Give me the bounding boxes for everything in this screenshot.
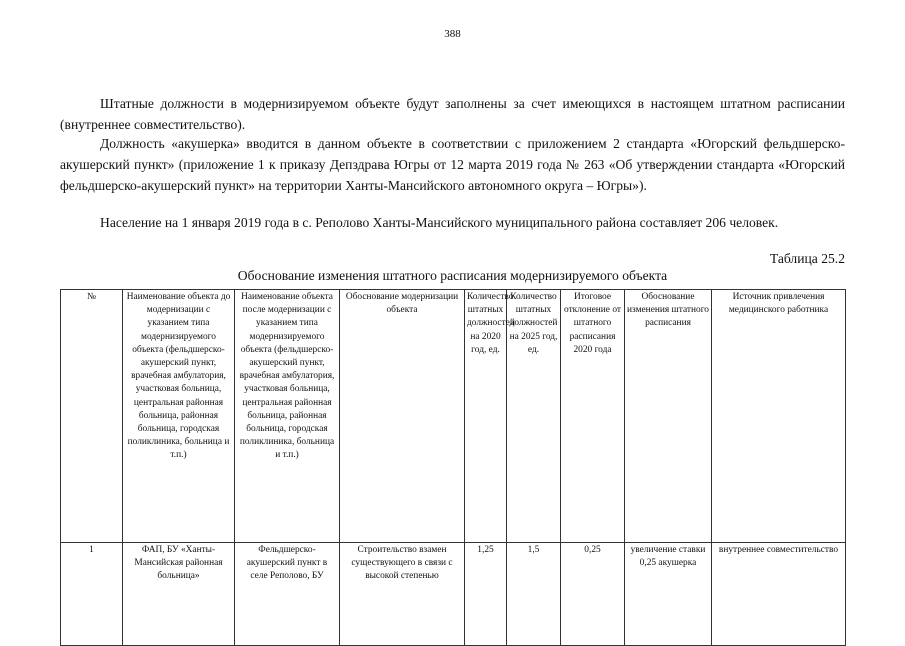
staffing-table [60,289,846,646]
header-object-before: Наименование объекта до модернизации с указанием типа модернизируемого объекта (фельдшерско-акушерский пункт, врачебная амбулатория, участковая больница, центральная районная больница, районная больница, городская поликлиника, больница и т.п.) [123,290,235,543]
cell-number: 1 [61,543,123,646]
header-staff-source: Источник привлечения медицинского работника [712,290,846,543]
cell-object-after: Фельдшерско-акушерский пункт в селе Реполово, БУ [235,543,340,646]
paragraph-midwife-position: Должность «акушерка» вводится в данном объекте в соответствии с приложением 2 стандарта «Югорский фельдшерско-акушерский пункт» (приложение 1 к приказу Депздрава Югры от 12 марта 2019 года № 263 «Об утверждении стандарта «Югорский фельдшерско-акушерский пункт» на территории Ханты-Мансийского автономного округа – Югры»). [60,136,845,193]
header-justification: Обоснование модернизации объекта [340,290,465,543]
cell-positions-2025: 1,5 [507,543,561,646]
table-header-row [61,290,846,543]
cell-change-reason: увеличение ставки 0,25 акушерка [625,543,712,646]
header-positions-2020: Количество штатных должностей на 2020 год, ед. [465,290,507,543]
paragraph-staff-positions: Штатные должности в модернизируемом объекте будут заполнены за счет имеющихся в настоящем штатном расписании (внутреннее совместительство). [60,96,845,132]
table-number: Таблица 25.2 [769,251,845,266]
header-number: № [61,290,123,543]
table-title: Обоснование изменения штатного расписания модернизируемого объекта [237,268,668,283]
header-deviation: Итоговое отклонение от штатного расписания 2020 года [561,290,625,543]
page-number: 388 [444,28,461,40]
paragraph-population: Население на 1 января 2019 года в с. Реполово Ханты-Мансийского муниципального района составляет 206 человек. [100,215,779,230]
cell-justification: Строительство взамен существующего в связи с высокой степенью [340,543,465,646]
cell-deviation: 0,25 [561,543,625,646]
cell-object-before: ФАП, БУ «Ханты-Мансийская районная больница» [123,543,235,646]
cell-positions-2020: 1,25 [465,543,507,646]
header-positions-2025: Количество штатных должностей на 2025 год, ед. [507,290,561,543]
table-row [61,543,846,646]
header-change-reason: Обоснование изменения штатного расписания [625,290,712,543]
cell-staff-source: внутреннее совместительство [712,543,846,646]
header-object-after: Наименование объекта после модернизации с указанием типа модернизируемого объекта (фельдшерско-акушерский пункт, врачебная амбулатория, участковая больница, центральная районная больница, районная больница, городская поликлиника, больница и т.п.) [235,290,340,543]
